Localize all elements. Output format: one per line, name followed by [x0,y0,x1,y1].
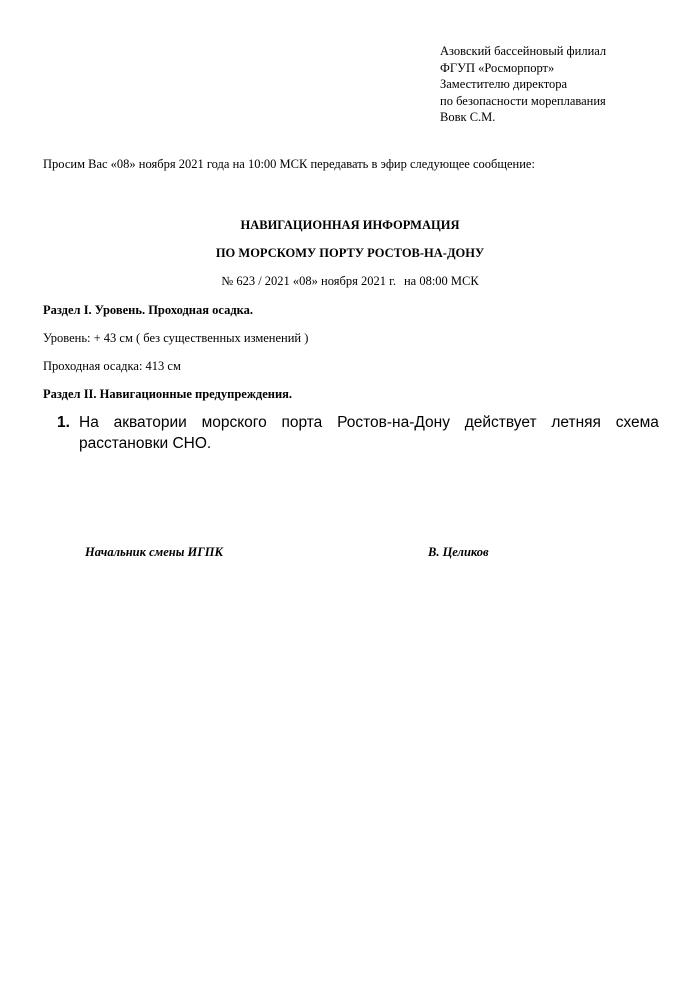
document-time: на 08:00 МСК [403,274,479,288]
item-word: морского [201,414,267,431]
item-word: акватории [113,414,187,431]
item-word: На [79,414,99,431]
item-word: порта [281,414,323,431]
document-subtitle: ПО МОРСКОМУ ПОРТУ РОСТОВ-НА-ДОНУ [215,246,485,260]
item-text-line-1 [79,413,659,433]
addressee-block [440,43,606,126]
item-word: схема [615,414,659,431]
signature-position: Начальник смены ИГПК [85,545,223,559]
item-word: действует [464,414,537,431]
item-text-line-2: расстановки СНО. [79,435,212,452]
section-1-title: Раздел I. Уровень. Проходная осадка. [43,303,254,317]
item-number: 1. [57,414,70,431]
addressee-line: ФГУП «Росморпорт» [440,60,555,75]
addressee-line: по безопасности мореплавания [440,93,606,108]
item-word: летняя [551,414,601,431]
document-number-line [0,274,700,289]
signature-name: В. Целиков [428,545,489,559]
item-word: Ростов-на-Дону [337,414,450,431]
addressee-line: Заместителю директора [440,77,568,91]
request-text: Просим Вас «08» ноября 2021 года на 10:00 МСК передавать в эфир следующее сообщение: [43,157,535,171]
section-2-title: Раздел II. Навигационные предупреждения. [43,387,293,401]
passage-draft: Проходная осадка: 413 см [43,359,181,373]
document-title: НАВИГАЦИОННАЯ ИНФОРМАЦИЯ [240,218,460,232]
addressee-line: Вовк С.М. [440,110,496,124]
addressee-line: Азовский бассейновый филиал [440,44,607,58]
water-level: Уровень: + 43 см ( без существенных изменений ) [43,331,309,345]
document-number-date: № 623 / 2021 «08» ноября 2021 г. [221,274,396,288]
